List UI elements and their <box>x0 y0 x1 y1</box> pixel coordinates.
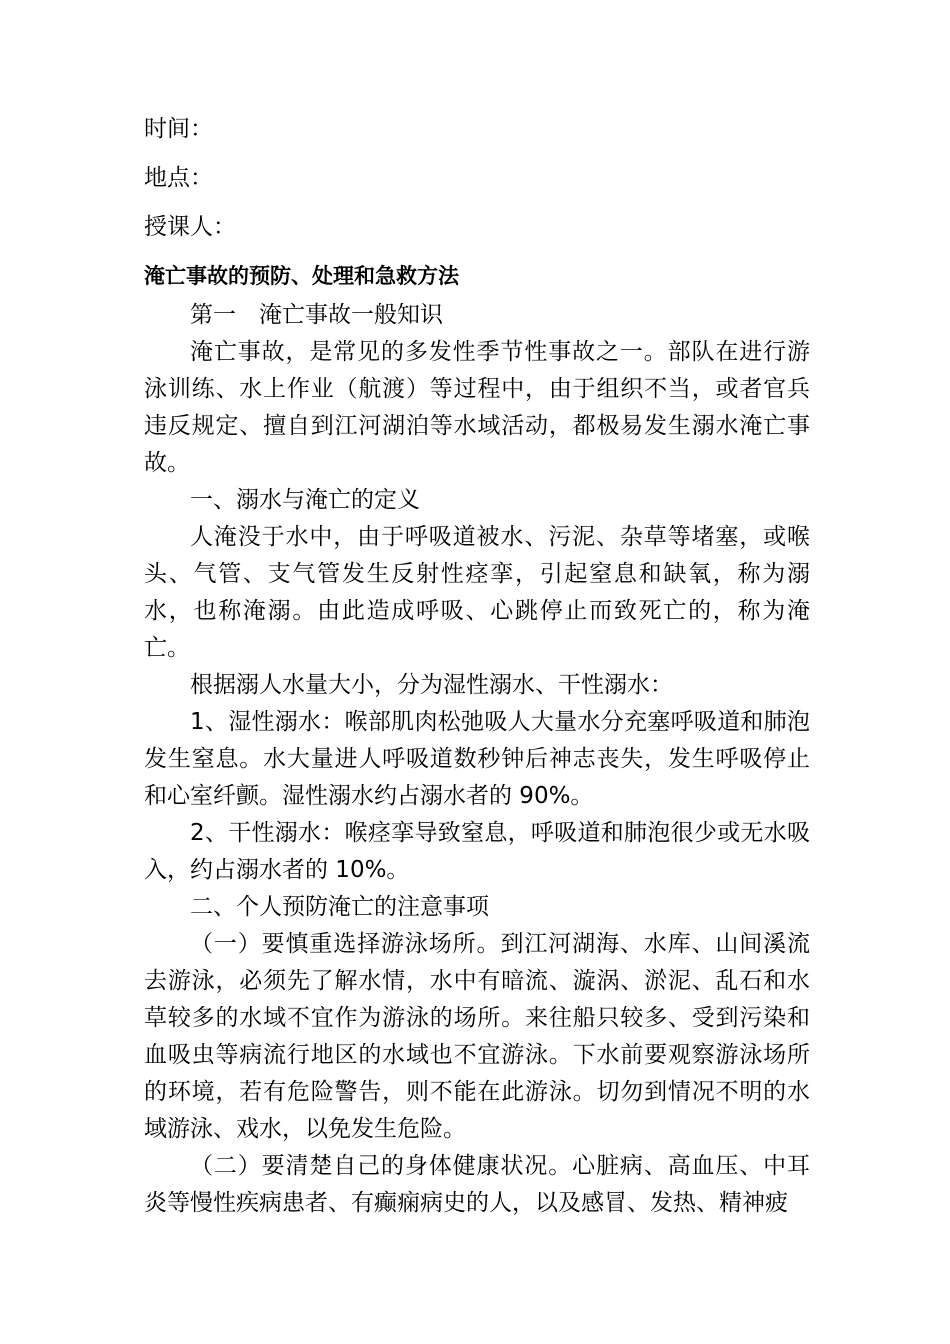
body-paragraph: 淹亡事故，是常见的多发性季节性事故之一。部队在进行游泳训练、水上作业（航渡）等过程中，由于组织不当，或者官兵违反规定、擅自到江河湖泊等水域活动，都极易发生溺水淹亡事故。 <box>144 339 810 476</box>
document-title: 淹亡事故的预防、处理和急救方法 <box>144 264 459 288</box>
body-paragraph: 人淹没于水中，由于呼吸道被水、污泥、杂草等堵塞，或喉头、气管、支气管发生反射性痉挛，引起窒息和缺氧，称为溺水，也称淹溺。由此造成呼吸、心跳停止而致死亡的，称为淹亡。 <box>144 524 810 661</box>
subsection-heading: 二、个人预防淹亡的注意事项 <box>190 894 489 920</box>
list-item: 2、干性溺水：喉痉挛导致窒息，呼吸道和肺泡很少或无水吸入，约占溺水者的 10%。 <box>144 820 810 883</box>
body-paragraph: 根据溺人水量大小，分为湿性溺水、干性溺水： <box>190 672 673 698</box>
body-paragraph: （二）要清楚自己的身体健康状况。心脏病、高血压、中耳炎等慢性疾病患者、有癫痫病史的人，以及感冒、发热、精神疲 <box>144 1153 810 1216</box>
list-item: 1、湿性溺水：喉部肌肉松弛吸人大量水分充塞呼吸道和肺泡发生窒息。水大量进人呼吸道数秒钟后神志丧失，发生呼吸停止和心室纤颤。湿性溺水约占溺水者的 90%。 <box>144 709 810 809</box>
time-label: 时间： <box>144 116 213 142</box>
document-content <box>144 112 810 1222</box>
lecturer-label: 授课人： <box>144 214 236 240</box>
place-label: 地点： <box>144 165 213 191</box>
body-paragraph: （一）要慎重选择游泳场所。到江河湖海、水库、山间溪流去游泳，必须先了解水情，水中有暗流、漩涡、淤泥、乱石和水草较多的水域不宜作为游泳的场所。来往船只较多、受到污染和血吸虫等病流行地区的水域也不宜游泳。下水前要观察游泳场所的环境，若有危险警告，则不能在此游泳。切勿到情况不明的水域游泳、戏水，以免发生危险。 <box>144 931 810 1142</box>
subsection-heading: 一、溺水与淹亡的定义 <box>190 487 420 513</box>
section-heading: 第一 淹亡事故一般知识 <box>190 302 443 328</box>
